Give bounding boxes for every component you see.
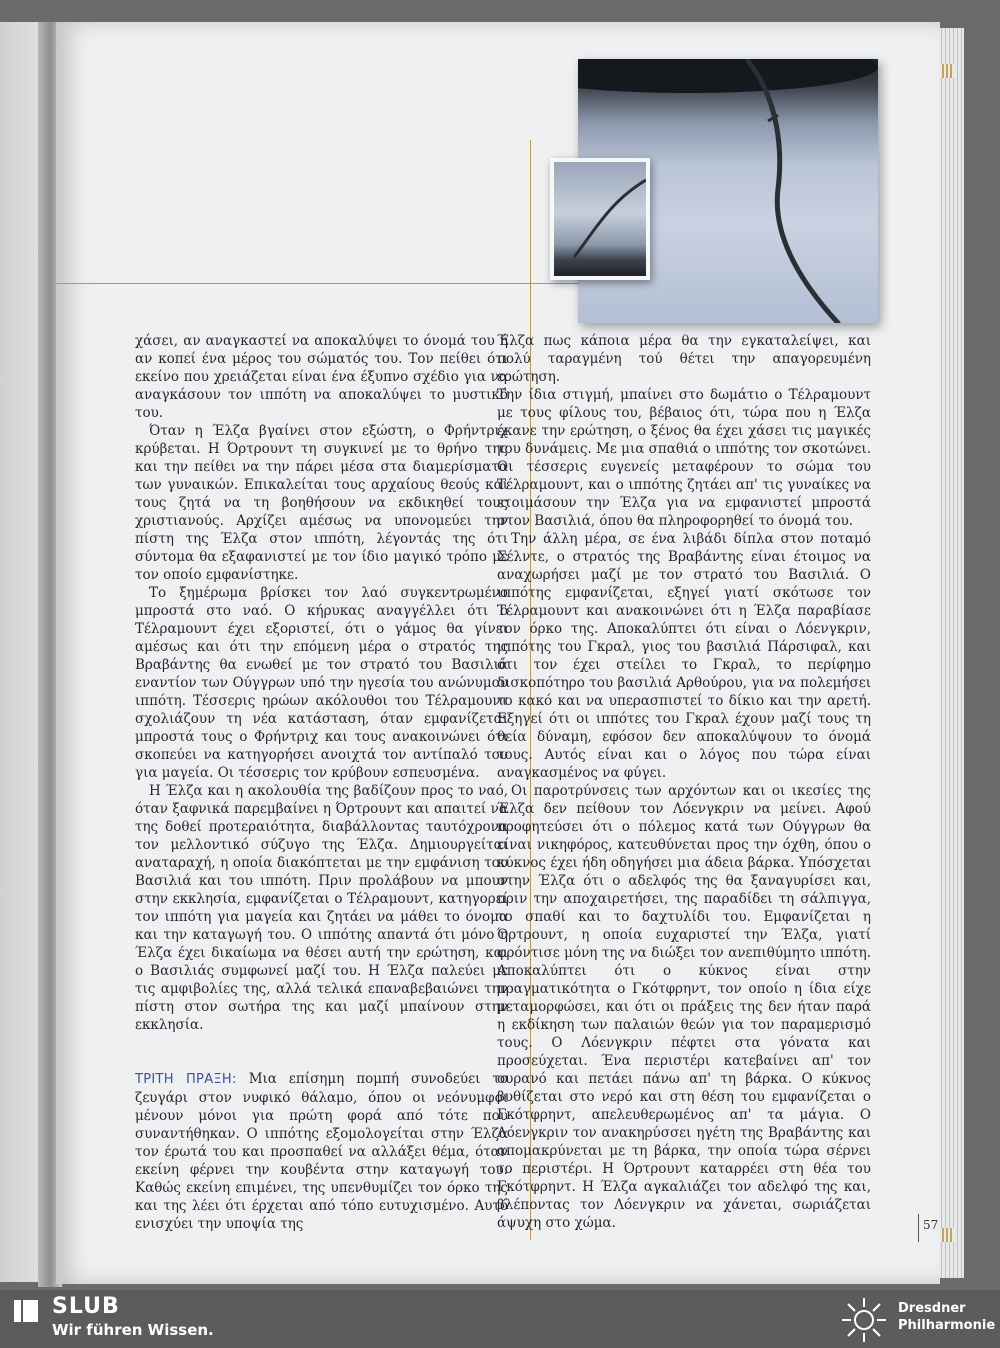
act3-heading: ΤΡΙΤΗ ΠΡΑΞΗ:	[135, 1072, 237, 1087]
philharmonie-line-1: Dresdner	[898, 1301, 966, 1316]
page-number-rule	[918, 1214, 919, 1242]
paragraph: Την άλλη μέρα, σε ένα λιβάδι δίπλα στον ποταμό Σέλντε, ο στρατός της Βραβάντης είναι έτοιμος να αναχωρήσει μαζί με τον στρατό του Βασιλιά. Ο ιππότης εμφανίζεται, εξηγεί γιατί σκότωσε τον Τέλραμουντ και ανακοινώνει ότι η Έλζα παραβίασε τον όρκο της. Αποκαλύπτει ότι είναι ο Λόενγκριν, ιππότης του Γκραλ, γιος του βασιλιά Πάρσιφαλ, και ότι τον έχει στείλει το Γκραλ, το περίφημο δισκοπότηρο του βασιλιά Αρθούρου, για να πολεμήσει το κακό και να υπερασπιστεί το δίκιο και την αρετή. Εξηγεί ότι οι ιππότες του Γκραλ έχουν μαζί τους τη θεία δύναμη, εφόσον δεν αποκαλύψουν το όνομά τους. Αυτός είναι και ο λόγος που τώρα είναι αναγκασμένος να φύγει.	[497, 531, 871, 781]
branch-stroke	[748, 61, 838, 323]
slub-tagline: Wir führen Wissen.	[52, 1321, 214, 1339]
act3-paragraph	[135, 1070, 508, 1233]
paragraph: Έλζα πως κάποια μέρα θα την εγκαταλείψει, και πολύ ταραγμένη τού θέτει την απαγορευμένη ερώτηση.	[497, 333, 871, 385]
dark-rim-shape	[578, 59, 878, 93]
paragraph: Οι παροτρύνσεις των αρχόντων και οι ικεσίες της Έλζα δεν πείθουν τον Λόενγκριν να μείνει. Αφού προφητεύσει ότι ο πόλεμος κατά των Ούγγρων θα είναι νικηφόρος, κατευθύνεται προς την όχθη, όπου ο κύκνος έχει ήδη οδηγήσει μια άδεια βάρκα. Υπόσχεται στην Έλζα ότι ο αδελφός της θα ξαναγυρίσει και, πριν την αποχαιρετήσει, της παραδίδει τη σάλπιγγα, το σπαθί και το δαχτυλίδι του. Εμφανίζεται η Όρτρουντ, η οποία ευχαριστεί την Έλζα, γιατί φρόντισε μόνη της να διώξει τον ανεπιθύμητο ιππότη. Αποκαλύπτει ότι ο κύκνος είναι στην πραγματικότητα ο Γκότφρηντ, τον οποίο η ίδια είχε μεταμορφώσει, και ότι οι πράξεις της δεν ήταν παρά η εκδίκηση των παλαιών θεών για τον παραμερισμό τους. Ο Λόενγκριν πέφτει στα γόνατα και προσεύχεται. Ένα περιστέρι κατεβαίνει απ' τον ουρανό και πετάει πάνω απ' τη βάρκα. Ο κύκνος βυθίζεται στο νερό και στη θέση του εμφανίζεται ο Γκότφρηντ, απελευθερωμένος απ' τα μάγια. Ο Λόενγκριν τον ανακηρύσσει ηγέτη της Βραβάντης και απομακρύνεται με τη βάρκα, την οποία τώρα σέρνει το περιστέρι. Η Όρτρουντ καταρρέει στη θέα του Γκότφρηντ. Η Έλζα αγκαλιάζει τον αδελφό της και, βλέποντας τον Λόενγκριν να χάνεται, σωριάζεται άψυχη στο χώμα.	[497, 783, 871, 1231]
act3-text: Μια επίσημη πομπή συνοδεύει το ζευγάρι στον νυφικό θάλαμο, όπου οι νεόνυμφοι μένουν μόνοι για πρώτη φορά από τότε που συναντήθηκαν. Ο ιππότης εξομολογείται στην Έλζα τον έρωτά του και προσπαθεί να αλλάξει θέμα, όταν εκείνη φέρνει την κουβέντα στην καταγωγή του. Καθώς εκείνη επιμένει, της υπενθυμίζει τον όρκο της και της λέει ότι έρχεται από τόπο ευτυχισμένο. Αυτό ενισχύει την υποψία της	[135, 1071, 508, 1232]
paragraph: Όταν η Έλζα βγαίνει στον εξώστη, ο Φρήντριχ κρύβεται. Η Όρτρουντ τη συγκινεί με το θρήνο της και την πείθει να την πάρει μέσα στα διαμερίσματα των γυναικών. Επικαλείται τους αρχαίους θεούς και τους ζητά να τη βοηθήσουν να εκδικηθεί τους χριστιανούς. Αρχίζει αμέσως να υπονομεύει την πίστη της Έλζα στον ιππότη, λέγοντάς της ότι σύντομα θα εξαφανιστεί με τον ίδιο μαγικό τρόπο με τον οποίο εμφανίστηκε.	[135, 423, 508, 583]
branch-photo-small	[550, 158, 650, 280]
branch-photo-small-drawing	[554, 162, 646, 276]
philharmonie-line-2: Philharmonie	[898, 1318, 996, 1333]
left-text-column	[135, 332, 508, 1233]
paragraph: Η Έλζα και η ακολουθία της βαδίζουν προς το ναό, όταν ξαφνικά παρεμβαίνει η Όρτρουντ και απαιτεί να της δοθεί προτεραιότητα, διαβάλλοντας ταυτόχρονα τον μελλοντικό σύζυγο της Έλζα. Δημιουργείται αναταραχή, η οποία διακόπτεται με την εμφάνιση του Βασιλιά και του ιππότη. Πριν προλάβουν να μπουν στην εκκλησία, εμφανίζεται ο Τέλραμουντ, κατηγορεί τον ιππότη για μαγεία και ζητάει να μάθει το όνομα και την καταγωγή του. Ο ιππότης απαντά ότι μόνο η Έλζα έχει δικαίωμα να θέσει αυτή την ερώτηση, και ο Βασιλιάς συμφωνεί μαζί του. Η Έλζα παλεύει με τις αμφιβολίες της, αλλά τελικά επαναβεβαιώνει την πίστη στον σωτήρα της και μαζί μπαίνουν στην εκκλησία.	[135, 783, 508, 1033]
slub-book-icon	[14, 1300, 38, 1322]
book-page	[56, 22, 940, 1284]
branch-stroke-small	[574, 180, 646, 257]
paragraph: Το ξημέρωμα βρίσκει τον λαό συγκεντρωμένο μπροστά στο ναό. Ο κήρυκας αναγγέλλει ότι ο Τέλραμουντ έχει εξοριστεί, ότι ο γάμος θα γίνει αμέσως και ότι την επόμενη μέρα ο στρατός της Βραβάντης θα ενωθεί με τον στρατό του Βασιλιά εναντίον των Ούγγρων υπό την ηγεσία του ανώνυμου ιππότη. Τέσσερις ηρώων ακόλουθοι του Τέλραμουντ σχολιάζουν τη νέα κατάσταση, όταν εμφανίζεται μπροστά τους ο Φρήντριχ και τους ανακοινώνει ότι σκοπεύει να κατηγορήσει ανοιχτά τον αντίπαλό του για μαγεία. Οι τέσσερις τον κρύβουν εσπευσμένα.	[135, 585, 508, 781]
footer-bar	[0, 1290, 1000, 1348]
philharmonie-sunburst-icon	[840, 1296, 888, 1344]
page-number: 57	[923, 1218, 939, 1232]
philharmonie-name	[898, 1300, 995, 1334]
right-text-column	[497, 332, 871, 1232]
paragraph: Την ίδια στιγμή, μπαίνει στο δωμάτιο ο Τέλραμουντ με τους φίλους του, βέβαιος ότι, τώρα που η Έλζα έκανε την ερώτηση, ο ξένος θα έχει χάσει τις μαγικές του δυνάμεις. Με μια σπαθιά ο ιππότης τον σκοτώνει. Οι τέσσερις ευγενείς μεταφέρουν το σώμα του Τέλραμουντ, και ο ιππότης ζητάει απ' τις γυναίκες να ετοιμάσουν την Έλζα για να εμφανιστεί μπροστά στον Βασιλιά, όπου θα πληροφορηθεί το όνομά του.	[497, 387, 871, 529]
slub-name: SLUB	[52, 1294, 120, 1319]
paragraph: χάσει, αν αναγκαστεί να αποκαλύψει το όνομά του ή αν κοπεί ένα μέρος του σώματός του. Τον πείθει ότι εκείνο που χρειάζεται είναι ένα έξυπνο σχέδιο για να αναγκάσουν τον ιππότη να αποκαλύψει το μυστικό του.	[135, 333, 508, 421]
